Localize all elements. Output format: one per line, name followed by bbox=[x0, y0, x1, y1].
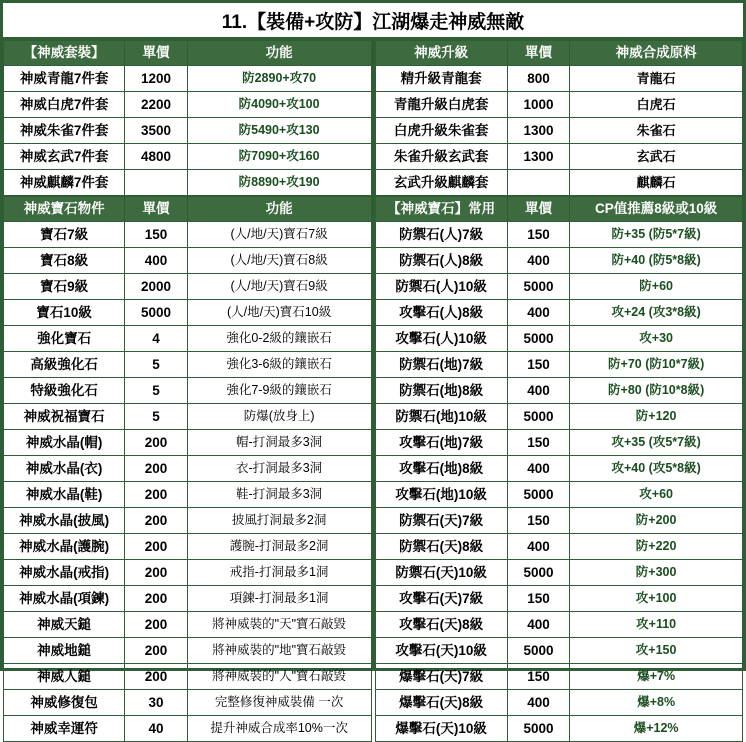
item-price-cell: 200 bbox=[125, 664, 187, 690]
item-price-cell bbox=[125, 170, 187, 196]
item-name-cell: 防禦石(人)7級 bbox=[375, 222, 507, 248]
table-row bbox=[375, 92, 743, 118]
item-price-cell: 5000 bbox=[125, 300, 187, 326]
column-header: 神威寶石物件 bbox=[4, 197, 125, 222]
page-title-bar bbox=[3, 3, 743, 40]
item-detail-cell: 完整修復神威裝備 一次 bbox=[187, 690, 371, 716]
item-detail-cell: 爆+12% bbox=[570, 716, 743, 742]
item-price-cell: 400 bbox=[507, 534, 569, 560]
column-header: 單價 bbox=[507, 197, 569, 222]
column-header: 單價 bbox=[125, 197, 187, 222]
item-detail-cell: 防+80 (防10*8級) bbox=[570, 378, 743, 404]
table-row bbox=[4, 378, 372, 404]
item-detail-cell: 攻+60 bbox=[570, 482, 743, 508]
item-price-cell: 2000 bbox=[125, 274, 187, 300]
item-price-cell: 1300 bbox=[507, 118, 569, 144]
item-price-cell: 40 bbox=[125, 716, 187, 742]
item-detail-cell: 防+40 (防5*8級) bbox=[570, 248, 743, 274]
item-price-cell: 400 bbox=[125, 248, 187, 274]
item-name-cell: 神威天鎚 bbox=[4, 612, 125, 638]
table-row bbox=[375, 118, 743, 144]
item-name-cell: 神威朱雀7件套 bbox=[4, 118, 125, 144]
table-row bbox=[375, 482, 743, 508]
table-row bbox=[375, 690, 743, 716]
item-detail-cell: 防5490+攻130 bbox=[187, 118, 371, 144]
table-row bbox=[4, 664, 372, 690]
column-header: 單價 bbox=[125, 41, 187, 66]
item-price-cell: 3500 bbox=[125, 118, 187, 144]
item-price-cell: 150 bbox=[507, 508, 569, 534]
item-name-cell: 防禦石(天)10級 bbox=[375, 560, 507, 586]
item-name-cell: 爆擊石(天)7級 bbox=[375, 664, 507, 690]
item-name-cell: 神威水晶(鞋) bbox=[4, 482, 125, 508]
table-row bbox=[375, 560, 743, 586]
item-name-cell: 寶石7級 bbox=[4, 222, 125, 248]
table-row bbox=[4, 638, 372, 664]
item-name-cell: 爆擊石(天)10級 bbox=[375, 716, 507, 742]
table-row bbox=[375, 326, 743, 352]
page-title: 11.【裝備+攻防】江湖爆走神威無敵 bbox=[221, 11, 525, 33]
item-detail-cell: 攻+150 bbox=[570, 638, 743, 664]
item-detail-cell: 將神威裝的"天"寶石敲毀 bbox=[187, 612, 371, 638]
item-price-cell bbox=[507, 170, 569, 196]
table-row bbox=[375, 638, 743, 664]
table-row bbox=[375, 300, 743, 326]
table-row bbox=[4, 456, 372, 482]
item-detail-cell: 防2890+攻70 bbox=[187, 66, 371, 92]
item-detail-cell: 項鍊-打洞最多1洞 bbox=[187, 586, 371, 612]
item-name-cell: 朱雀升級玄武套 bbox=[375, 144, 507, 170]
item-detail-cell: 攻+30 bbox=[570, 326, 743, 352]
table-row bbox=[375, 404, 743, 430]
item-detail-cell: 攻+35 (攻5*7級) bbox=[570, 430, 743, 456]
item-name-cell: 攻擊石(天)8級 bbox=[375, 612, 507, 638]
item-detail-cell: 青龍石 bbox=[570, 66, 743, 92]
table-row bbox=[4, 66, 372, 92]
item-detail-cell: 防+35 (防5*7級) bbox=[570, 222, 743, 248]
table-row bbox=[375, 534, 743, 560]
table-row bbox=[4, 508, 372, 534]
item-name-cell: 防禦石(天)7級 bbox=[375, 508, 507, 534]
item-detail-cell: 戒指-打洞最多1洞 bbox=[187, 560, 371, 586]
item-price-cell: 400 bbox=[507, 378, 569, 404]
item-name-cell: 防禦石(地)7級 bbox=[375, 352, 507, 378]
table-row bbox=[4, 586, 372, 612]
item-detail-cell: 攻+110 bbox=[570, 612, 743, 638]
item-detail-cell: 強化7-9級的鑲嵌石 bbox=[187, 378, 371, 404]
table-row bbox=[375, 716, 743, 742]
item-detail-cell: (人/地/天)寶石8級 bbox=[187, 248, 371, 274]
item-name-cell: 攻擊石(地)7級 bbox=[375, 430, 507, 456]
item-name-cell: 爆擊石(天)8級 bbox=[375, 690, 507, 716]
item-detail-cell: 防+200 bbox=[570, 508, 743, 534]
table-row bbox=[4, 534, 372, 560]
table-row bbox=[4, 248, 372, 274]
gem-item-table bbox=[3, 196, 372, 742]
item-detail-cell: 爆+7% bbox=[570, 664, 743, 690]
item-price-cell: 200 bbox=[125, 612, 187, 638]
item-price-cell: 5000 bbox=[507, 404, 569, 430]
item-price-cell: 2200 bbox=[125, 92, 187, 118]
item-detail-cell: 將神威裝的"地"寶石敲毀 bbox=[187, 638, 371, 664]
item-name-cell: 攻擊石(人)10級 bbox=[375, 326, 507, 352]
upgrade-table-body bbox=[375, 41, 743, 196]
item-name-cell: 神威幸運符 bbox=[4, 716, 125, 742]
table-row bbox=[4, 300, 372, 326]
common-gem-table bbox=[375, 196, 744, 742]
item-price-cell: 1000 bbox=[507, 92, 569, 118]
item-detail-cell: 攻+24 (攻3*8級) bbox=[570, 300, 743, 326]
item-price-cell: 1200 bbox=[125, 66, 187, 92]
item-name-cell: 神威地鎚 bbox=[4, 638, 125, 664]
table-row bbox=[375, 144, 743, 170]
table-header-row bbox=[4, 197, 372, 222]
item-price-cell: 400 bbox=[507, 300, 569, 326]
table-row bbox=[4, 482, 372, 508]
item-detail-cell: 提升神威合成率10%一次 bbox=[187, 716, 371, 742]
item-price-cell: 5 bbox=[125, 378, 187, 404]
item-name-cell: 青龍升級白虎套 bbox=[375, 92, 507, 118]
item-detail-cell: 白虎石 bbox=[570, 92, 743, 118]
table-row bbox=[375, 456, 743, 482]
item-name-cell: 神威青龍7件套 bbox=[4, 66, 125, 92]
table-row bbox=[4, 612, 372, 638]
column-header: 功能 bbox=[187, 197, 371, 222]
item-price-cell: 400 bbox=[507, 456, 569, 482]
item-name-cell: 神威白虎7件套 bbox=[4, 92, 125, 118]
item-detail-cell: 防+70 (防10*7級) bbox=[570, 352, 743, 378]
table-row bbox=[375, 664, 743, 690]
item-price-cell: 150 bbox=[125, 222, 187, 248]
item-detail-cell: 防4090+攻100 bbox=[187, 92, 371, 118]
item-detail-cell: 防+300 bbox=[570, 560, 743, 586]
right-column bbox=[375, 40, 744, 736]
item-name-cell: 神威水晶(衣) bbox=[4, 456, 125, 482]
item-name-cell: 神威祝福寶石 bbox=[4, 404, 125, 430]
item-name-cell: 精升級青龍套 bbox=[375, 66, 507, 92]
table-row bbox=[4, 560, 372, 586]
item-price-cell: 200 bbox=[125, 586, 187, 612]
item-detail-cell: (人/地/天)寶石7級 bbox=[187, 222, 371, 248]
item-name-cell: 攻擊石(地)8級 bbox=[375, 456, 507, 482]
table-header-row bbox=[375, 197, 743, 222]
item-price-cell: 200 bbox=[125, 560, 187, 586]
item-name-cell: 防禦石(人)10級 bbox=[375, 274, 507, 300]
item-price-cell: 5000 bbox=[507, 560, 569, 586]
item-price-cell: 400 bbox=[507, 612, 569, 638]
table-row bbox=[375, 66, 743, 92]
item-price-cell: 150 bbox=[507, 430, 569, 456]
table-row bbox=[4, 92, 372, 118]
item-price-cell: 5000 bbox=[507, 274, 569, 300]
item-name-cell: 神威水晶(披風) bbox=[4, 508, 125, 534]
item-detail-cell: 爆+8% bbox=[570, 690, 743, 716]
item-price-cell: 5000 bbox=[507, 482, 569, 508]
item-name-cell: 防禦石(地)10級 bbox=[375, 404, 507, 430]
item-price-cell: 1300 bbox=[507, 144, 569, 170]
item-name-cell: 神威麒麟7件套 bbox=[4, 170, 125, 196]
left-column bbox=[3, 40, 375, 736]
item-detail-cell: 鞋-打洞最多3洞 bbox=[187, 482, 371, 508]
item-name-cell: 攻擊石(人)8級 bbox=[375, 300, 507, 326]
table-row bbox=[4, 118, 372, 144]
item-price-cell: 5000 bbox=[507, 716, 569, 742]
table-row bbox=[4, 222, 372, 248]
table-row bbox=[4, 144, 372, 170]
common-gem-table-body bbox=[375, 197, 743, 742]
item-detail-cell: 強化0-2級的鑲嵌石 bbox=[187, 326, 371, 352]
table-row bbox=[4, 326, 372, 352]
table-row bbox=[4, 352, 372, 378]
item-price-cell: 150 bbox=[507, 664, 569, 690]
item-detail-cell: 強化3-6級的鑲嵌石 bbox=[187, 352, 371, 378]
column-header: 功能 bbox=[187, 41, 371, 66]
item-name-cell: 特級強化石 bbox=[4, 378, 125, 404]
item-name-cell: 神威修復包 bbox=[4, 690, 125, 716]
table-row bbox=[375, 352, 743, 378]
item-detail-cell: 麒麟石 bbox=[570, 170, 743, 196]
item-name-cell: 寶石8級 bbox=[4, 248, 125, 274]
item-detail-cell: (人/地/天)寶石9級 bbox=[187, 274, 371, 300]
gem-item-table-body bbox=[4, 197, 372, 742]
item-name-cell: 寶石9級 bbox=[4, 274, 125, 300]
item-name-cell: 攻擊石(天)7級 bbox=[375, 586, 507, 612]
item-price-cell: 200 bbox=[125, 456, 187, 482]
column-header: 神威合成原料 bbox=[570, 41, 743, 66]
item-price-cell: 150 bbox=[507, 586, 569, 612]
table-header-row bbox=[375, 41, 743, 66]
tables-container bbox=[3, 40, 743, 736]
table-row bbox=[4, 170, 372, 196]
item-price-cell: 400 bbox=[507, 690, 569, 716]
item-price-cell: 800 bbox=[507, 66, 569, 92]
item-price-cell: 5000 bbox=[507, 638, 569, 664]
item-name-cell: 防禦石(人)8級 bbox=[375, 248, 507, 274]
item-price-cell: 200 bbox=[125, 508, 187, 534]
item-price-cell: 4800 bbox=[125, 144, 187, 170]
item-detail-cell: 防7090+攻160 bbox=[187, 144, 371, 170]
column-header: 神威升級 bbox=[375, 41, 507, 66]
item-price-cell: 200 bbox=[125, 430, 187, 456]
item-name-cell: 神威玄武7件套 bbox=[4, 144, 125, 170]
table-row bbox=[375, 248, 743, 274]
item-price-cell: 5000 bbox=[507, 326, 569, 352]
item-name-cell: 寶石10級 bbox=[4, 300, 125, 326]
item-name-cell: 高級強化石 bbox=[4, 352, 125, 378]
item-detail-cell: 防8890+攻190 bbox=[187, 170, 371, 196]
item-detail-cell: 防+60 bbox=[570, 274, 743, 300]
suit-set-table-body bbox=[4, 41, 372, 196]
table-row bbox=[375, 170, 743, 196]
item-name-cell: 神威水晶(戒指) bbox=[4, 560, 125, 586]
item-detail-cell: 將神威裝的"人"寶石敲毀 bbox=[187, 664, 371, 690]
item-name-cell: 強化寶石 bbox=[4, 326, 125, 352]
item-price-cell: 150 bbox=[507, 222, 569, 248]
column-header: CP值推薦8級或10級 bbox=[570, 197, 743, 222]
item-price-cell: 200 bbox=[125, 482, 187, 508]
item-name-cell: 防禦石(地)8級 bbox=[375, 378, 507, 404]
column-header: 單價 bbox=[507, 41, 569, 66]
table-row bbox=[375, 378, 743, 404]
item-name-cell: 攻擊石(天)10級 bbox=[375, 638, 507, 664]
table-row bbox=[4, 430, 372, 456]
item-price-cell: 5 bbox=[125, 404, 187, 430]
table-row bbox=[4, 274, 372, 300]
item-detail-cell: 衣-打洞最多3洞 bbox=[187, 456, 371, 482]
item-name-cell: 神威水晶(項鍊) bbox=[4, 586, 125, 612]
item-price-cell: 5 bbox=[125, 352, 187, 378]
item-name-cell: 防禦石(天)8級 bbox=[375, 534, 507, 560]
item-name-cell: 神威水晶(帽) bbox=[4, 430, 125, 456]
table-row bbox=[4, 716, 372, 742]
item-detail-cell: 護腕-打洞最多2洞 bbox=[187, 534, 371, 560]
item-detail-cell: 朱雀石 bbox=[570, 118, 743, 144]
item-price-cell: 200 bbox=[125, 534, 187, 560]
item-price-cell: 30 bbox=[125, 690, 187, 716]
item-name-cell: 神威人鎚 bbox=[4, 664, 125, 690]
table-row bbox=[375, 508, 743, 534]
table-row bbox=[375, 586, 743, 612]
table-row bbox=[375, 430, 743, 456]
suit-set-table bbox=[3, 40, 372, 196]
table-row bbox=[4, 404, 372, 430]
table-row bbox=[375, 222, 743, 248]
item-name-cell: 攻擊石(地)10級 bbox=[375, 482, 507, 508]
item-detail-cell: (人/地/天)寶石10級 bbox=[187, 300, 371, 326]
item-detail-cell: 攻+100 bbox=[570, 586, 743, 612]
column-header: 【神威套裝】 bbox=[4, 41, 125, 66]
table-header-row bbox=[4, 41, 372, 66]
item-price-cell: 150 bbox=[507, 352, 569, 378]
item-price-cell: 4 bbox=[125, 326, 187, 352]
column-header: 【神威寶石】常用 bbox=[375, 197, 507, 222]
table-row bbox=[375, 612, 743, 638]
item-price-cell: 400 bbox=[507, 248, 569, 274]
item-name-cell: 玄武升級麒麟套 bbox=[375, 170, 507, 196]
item-detail-cell: 防+220 bbox=[570, 534, 743, 560]
upgrade-table bbox=[375, 40, 744, 196]
table-row bbox=[4, 690, 372, 716]
item-price-cell: 200 bbox=[125, 638, 187, 664]
item-name-cell: 神威水晶(護腕) bbox=[4, 534, 125, 560]
item-detail-cell: 帽-打洞最多3洞 bbox=[187, 430, 371, 456]
item-detail-cell: 防+120 bbox=[570, 404, 743, 430]
item-detail-cell: 披風打洞最多2洞 bbox=[187, 508, 371, 534]
item-name-cell: 白虎升級朱雀套 bbox=[375, 118, 507, 144]
table-row bbox=[375, 274, 743, 300]
item-detail-cell: 攻+40 (攻5*8級) bbox=[570, 456, 743, 482]
item-detail-cell: 防爆(放身上) bbox=[187, 404, 371, 430]
item-detail-cell: 玄武石 bbox=[570, 144, 743, 170]
